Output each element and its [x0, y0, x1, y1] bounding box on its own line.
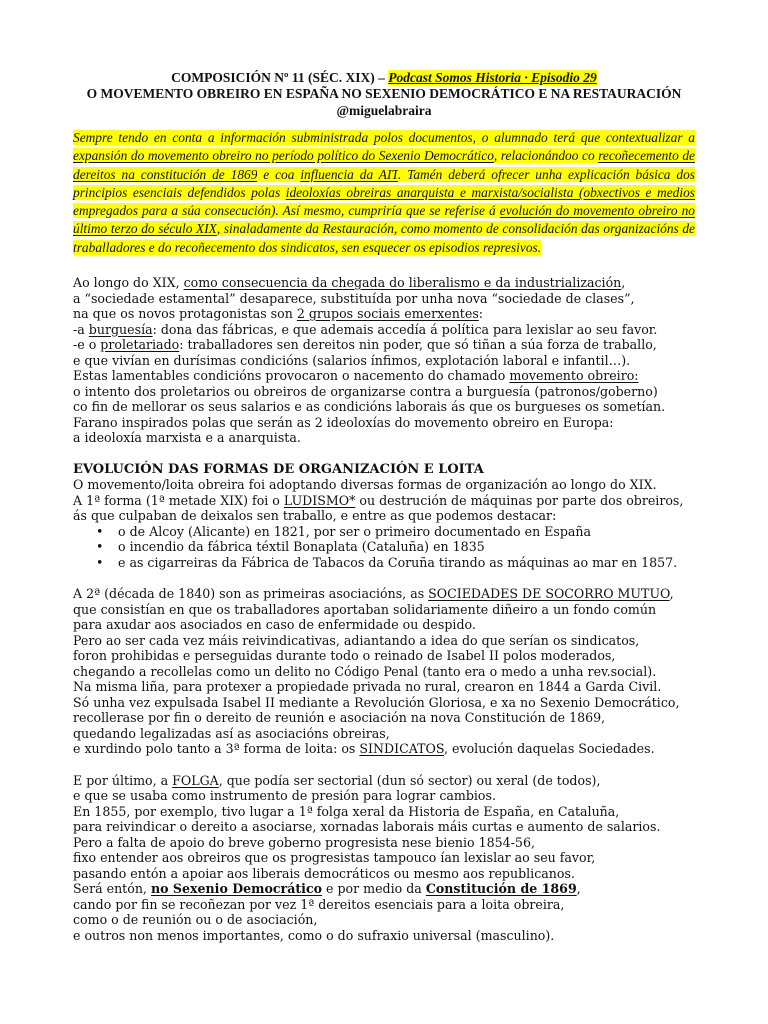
text-line: O movemento/loita obreira foi adoptando diversas formas de organización ao longo do XIX.: [73, 477, 657, 492]
text-line: chegando a recollelas como un delito no Código Penal (tanto era o medo a unha rev.social).: [73, 663, 657, 679]
text-line: Só unha vez expulsada Isabel II mediante a Revolución Gloriosa, e xa no Sexenio Democrático,: [73, 694, 680, 710]
text-line: como o de reunión ou o de asociación,: [73, 912, 318, 927]
text-line: E por último, a FOLGA, que podía ser sectorial (dun só sector) ou xeral (de todos),: [73, 772, 601, 788]
section-heading: EVOLUCIÓN DAS FORMAS DE ORGANIZACIÓN E LOITA: [73, 461, 484, 477]
text-line: ás que culpaban de deixalos sen traballo, e entre as que podemos destacar:: [73, 508, 557, 523]
instr-underlined: influencia da AIT: [300, 166, 398, 182]
text-line: co fin de mellorar os seus salarios e as condicións laborais ás que os burgueses os sometían.: [73, 399, 666, 414]
text-line: Na misma liña, para protexer a propiedade privada no rural, crearon en 1844 a Garda Civil.: [73, 679, 662, 694]
text-line: Pero ao ser cada vez máis reivindicativas, adiantando a idea do que serían os sindicatos,: [73, 632, 640, 648]
text-line: recollerase por fin o dereito de reunión e asociación na nova Constitución de 1869,: [73, 710, 606, 725]
text-line: foron prohibidas e perseguidas durante todo o reinado de Isabel II polos moderados,: [73, 648, 616, 663]
instr-underlined: ideoloxías obreiras anarquista e marxista/socialista (obxectivos e medios: [285, 184, 695, 200]
list-item: • o incendio da fábrica téxtil Bonaplata (Cataluña) en 1835: [96, 539, 485, 554]
text-line: En 1855, por exemplo, tivo lugar a 1ª folga xeral da Historia de España, en Cataluña,: [73, 803, 620, 819]
text-line: Será entón, no Sexenio Democrático e por medio da Constitución de 1869,: [73, 881, 581, 896]
document-subtitle: O MOVEMENTO OBREIRO EN ESPAÑA NO SEXENIO DEMOCRÁTICO E NA RESTAURACIÓN: [86, 86, 682, 101]
text-line: cando por fin se recoñezan por vez 1ª dereitos esenciais para a loita obreira,: [73, 896, 565, 912]
text-line: Farano inspirados polas que serán as 2 ideoloxías do movemento obreiro en Europa:: [73, 414, 614, 430]
instr-text: empregados para a súa consecución). Así mesmo, cumpriría que se referise á: [73, 203, 500, 219]
instr-text: , sinaladamente da Restauración, como momento de consolidación das organizacións de traballadores e do recoñecemento dos sindicatos, sen esquecer os episodios represivos.: [73, 221, 696, 255]
assignment-instructions: [73, 129, 695, 257]
text-line: Ao longo do XIX, como consecuencia da chegada do liberalismo e da industrialización,: [73, 275, 626, 290]
text-line: quedando legalizadas así as asociacións obreiras,: [73, 725, 390, 741]
bullet-icon: •: [96, 539, 104, 554]
text-line: -a burguesía: dona das fábricas, e que ademais accedía á política para lexislar ao seu favor.: [73, 321, 658, 337]
text-line: Estas lamentables condicións provocaron o nacemento do chamado movemento obreiro:: [73, 368, 639, 383]
instr-text: , relacionándoo co: [493, 148, 599, 164]
podcast-reference: Podcast Somos Historia · Episodio 29: [388, 70, 597, 85]
intro-paragraph: [73, 275, 733, 446]
text-line: e que se usaba como instrumento de presión para lograr cambios.: [73, 788, 496, 803]
mutuo-paragraph: [73, 586, 733, 757]
text-line: a “sociedade estamental” desaparece, substituída por unha nova “sociedade de clases”,: [73, 290, 635, 306]
instr-underlined: expansión do movemento obreiro no período político do Sexenio Democrático: [73, 148, 494, 164]
text-line: e outros non menos importantes, como o do sufraxio universal (masculino).: [73, 927, 555, 943]
title-text: COMPOSICIÓN Nº 11 (SÉC. XIX) –: [171, 70, 389, 85]
text-line: para axudar aos asociados en caso de enfermidade ou despido.: [73, 617, 476, 632]
essay-body: [73, 275, 733, 943]
bullet-icon: •: [96, 523, 104, 539]
list-item: • e as cigarreiras da Fábrica de Tabacos da Coruña tirando as máquinas ao mar en 1857.: [96, 554, 678, 570]
text-line: na que os novos protagonistas son 2 grupos sociais emerxentes:: [73, 306, 484, 321]
list-item: • o de Alcoy (Alicante) en 1821, por ser o primeiro documentado en España: [96, 523, 592, 539]
author-handle: @miguelabraira: [336, 103, 432, 118]
text-line: A 2ª (década de 1840) son as primeiras asociacións, as SOCIEDADES DE SOCORRO MUTUO,: [73, 586, 674, 601]
text-line: a ideoloxía marxista e a anarquista.: [73, 430, 301, 445]
text-line: A 1ª forma (1ª metade XIX) foi o LUDISMO* ou destrución de máquinas por parte dos obreiros,: [73, 492, 684, 508]
folga-paragraph: [73, 773, 733, 944]
text-line: Pero a falta de apoio do breve goberno progresista nese bienio 1854-56,: [73, 834, 535, 850]
text-line: que consistían en que os traballadores aportaban solidariamente diñeiro a un fondo común: [73, 601, 657, 617]
instr-text: Sempre tendo en conta a información subministrada polos documentos, o alumnado terá que contextualizar a: [73, 130, 695, 145]
text-line: fixo entender aos obreiros que os progresistas tampouco ían lexislar ao seu favor,: [73, 850, 596, 865]
bullet-icon: •: [96, 554, 104, 570]
text-line: para reivindicar o dereito a asociarse, xornadas laborais máis curtas e aumento de salarios.: [73, 819, 661, 834]
text-line: pasando entón a apoiar aos liberais democráticos ou mesmo aos republicanos.: [73, 865, 575, 881]
instr-text: e coa: [257, 166, 301, 182]
instr-underlined: evolución do movemento obreiro no último terzo do século XIX: [73, 203, 695, 237]
text-line: o intento dos proletarios ou obreiros de organizarse contra a burguesía (patronos/goberno): [73, 383, 658, 399]
instr-text: . Tamén deberá ofrecer unha explicación básica dos principios esenciais defendidos polas: [73, 166, 695, 200]
text-line: e xurdindo polo tanto a 3ª forma de loita: os SINDICATOS, evolución daquelas Sociedades.: [73, 741, 655, 756]
instr-underlined: recoñecemento de dereitos na constitución de 1869: [73, 148, 695, 182]
text-line: -e o proletariado: traballadores sen dereitos nin poder, que só tiñan a súa forza de traballo,: [73, 337, 657, 352]
text-line: e que vivían en durísimas condicións (salarios ínfimos, explotación laboral e infantil…).: [73, 352, 631, 368]
section-organizacion: [73, 462, 733, 571]
